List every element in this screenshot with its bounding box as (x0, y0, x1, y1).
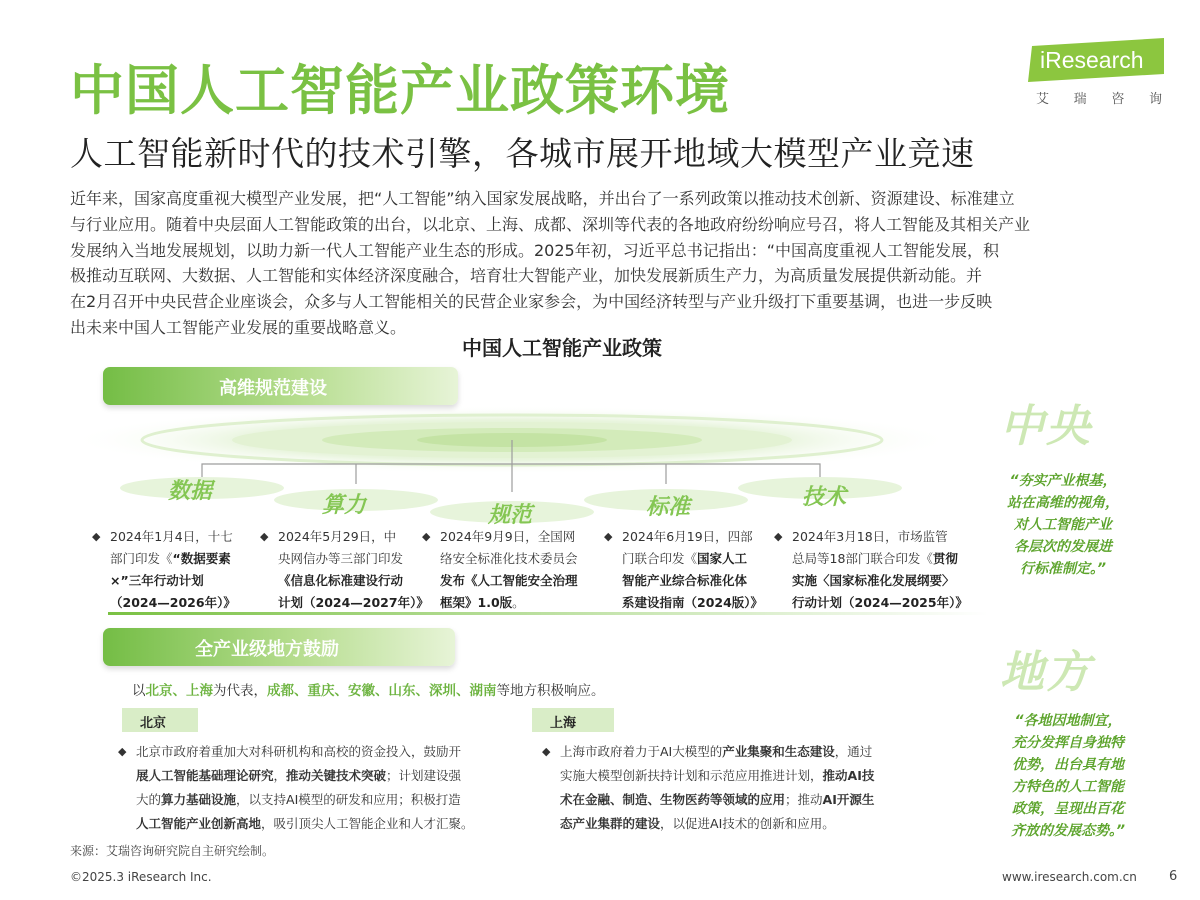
quote-line: 政策，呈现出百花 (1012, 801, 1124, 817)
text-line (110, 548, 262, 570)
city-tag-label: 上海 (550, 716, 577, 731)
bold-text: （2024—2026年）》 (110, 595, 236, 610)
iresearch-logo (1028, 38, 1168, 106)
text: ， (273, 768, 287, 783)
text-line (622, 592, 778, 614)
policy-text (622, 526, 778, 614)
policy-item-compute (260, 526, 431, 614)
regions-line (132, 679, 605, 699)
intro-line: 近年来，国家高度重视大模型产业发展，把“人工智能”纳入国家发展战略，并出台了一系列政策以推动技术创新、资源建设、标准建立 (70, 189, 1015, 208)
text-line (110, 592, 262, 614)
intro-line: 在2月召开中央民营企业座谈会，众多与人工智能相关的民营企业家参会，为中国经济转型与产业升级打下重要基调，也进一步反映 (70, 292, 993, 312)
policy-item-data (92, 526, 262, 614)
quote-line: 站在高维的视角， (1007, 495, 1119, 511)
region-name: 成都、重庆、安徽、山东、深圳、湖南 (267, 683, 497, 699)
logo-char: 询 (1148, 92, 1162, 107)
bold-text: 系建设指南（2024版）》 (622, 595, 764, 610)
quote-line: 各层次的发展进 (1014, 539, 1112, 555)
bold-text: 智能产业综合标准化体 (622, 573, 748, 588)
text-line (560, 788, 930, 812)
text-line (278, 570, 428, 592)
logo-char: 瑞 (1073, 92, 1087, 107)
text: 实施大模型创新扶持计划和示范应用推进计划， (560, 768, 823, 783)
central-label: 中央 (1000, 401, 1092, 452)
text-line (622, 526, 778, 548)
text: 2024年1月4日，十七 (110, 529, 233, 544)
text: 门联合印发《 (622, 551, 698, 566)
intro-line: 与行业应用。随着中央层面人工智能政策的出台，以北京、上海、成都、深圳等代表的各地政府纷纷响应号召，将人工智能及其相关产业 (70, 214, 1031, 234)
text-line (792, 548, 988, 570)
bold-text: 行动计划（2024—2025年）》 (792, 595, 968, 610)
central-policy-bar-label: 高维规范建设 (219, 378, 327, 399)
bold-text: 推动AI技 (822, 768, 875, 783)
central-policy-bar (103, 367, 458, 405)
bullet-icon: ◆ (260, 530, 269, 543)
text: ，吸引顶尖人工智能企业和人才汇聚。 (261, 816, 474, 831)
text-line (278, 548, 428, 570)
bold-text: 计划（2024—2027年）》 (278, 595, 429, 610)
intro-paragraph (70, 186, 1142, 341)
local-policy-bar (103, 628, 455, 666)
bold-text: 发布《人工智能安全治理 (440, 573, 578, 588)
text-line (136, 764, 516, 788)
quote-line: 行标准制定。” (1019, 561, 1107, 577)
text: 2024年5月29日，中 (278, 529, 397, 544)
policy-text (792, 526, 988, 614)
quote-line: 充分发挥自身独特 (1012, 735, 1124, 751)
quote-line: 优势，出台具有地 (1012, 757, 1124, 773)
text-line (792, 570, 988, 592)
bold-text: 框架》1.0版 (440, 595, 513, 610)
text: ；计划建设强 (386, 768, 462, 783)
bullet-icon: ◆ (92, 530, 101, 543)
policy-section-title: 中国人工智能产业政策 (462, 336, 662, 360)
bold-text: 人工智能产业创新高地 (136, 816, 262, 831)
text: 北京市政府着重加大对科研机构和高校的资金投入，鼓励开 (136, 744, 462, 759)
text-line (440, 570, 600, 592)
intro-line: 出未来中国人工智能产业发展的重要战略意义。 (70, 317, 407, 337)
page-subtitle: 人工智能新时代的技术引擎，各城市展开地域大模型产业竞速 (70, 134, 975, 173)
logo-char: 咨 (1111, 92, 1125, 107)
timeline-line (108, 612, 988, 616)
bold-text: 算力基础设施 (161, 792, 237, 807)
policy-item-technology (774, 526, 988, 614)
text-line (560, 740, 930, 764)
category-regulation: 规范 (488, 503, 533, 528)
category-technology: 技术 (802, 485, 847, 510)
bold-text: 贯彻 (932, 551, 958, 566)
text: 为代表， (213, 683, 267, 699)
text-line (440, 548, 600, 570)
bold-text: “数据要素 (172, 551, 231, 566)
city-text (136, 740, 516, 836)
bullet-icon: ◆ (774, 530, 783, 543)
text-line (622, 548, 778, 570)
logo-subtext (1036, 88, 1162, 107)
city-tag-beijing (122, 708, 198, 732)
quote-line: 方特色的人工智能 (1012, 779, 1124, 795)
bold-text: 术在金融、制造、生物医药等领域的应用 (560, 792, 786, 807)
category-compute: 算力 (322, 493, 367, 518)
copyright: ©2025.3 iResearch Inc. (70, 870, 212, 884)
text: 2024年9月9日，全国网 (440, 529, 576, 544)
text: 部门印发《 (110, 551, 173, 566)
text-line (136, 740, 516, 764)
local-label: 地方 (1000, 647, 1092, 698)
text: 总局等18部门联合印发《 (792, 551, 933, 566)
quote-line: 对人工智能产业 (1014, 517, 1112, 533)
text: 大的 (136, 792, 162, 807)
text-line (560, 812, 930, 836)
bold-text: 《信息化标准建设行动 (278, 573, 404, 588)
text-line (278, 592, 428, 614)
text: 络安全标准化技术委员会 (440, 551, 578, 566)
bullet-icon: ◆ (422, 530, 431, 543)
city-text (560, 740, 930, 836)
text: 央网信办等三部门印发 (278, 551, 404, 566)
bold-text: 产业集聚和生态建设 (722, 744, 835, 759)
text-line (792, 526, 988, 548)
text-line (136, 812, 516, 836)
region-name: 北京、上海 (145, 683, 213, 699)
text-line (622, 570, 778, 592)
bold-text: 国家人工 (697, 551, 748, 566)
category-data: 数据 (168, 479, 213, 504)
page-title: 中国人工智能产业政策环境 (70, 59, 730, 122)
quote-line: 齐放的发展态势。” (1010, 823, 1126, 839)
bold-text: AI开源生 (822, 792, 875, 807)
city-body-shanghai (542, 740, 930, 836)
city-body-beijing (118, 740, 516, 836)
text: 上海市政府着力于AI大模型的 (560, 744, 723, 759)
text-line (110, 570, 262, 592)
text-line (440, 592, 600, 614)
intro-line: 发展纳入当地发展规划，以助力新一代人工智能产业生态的形成。2025年初，习近平总书记指出：“中国高度重视人工智能发展，积 (70, 240, 1000, 260)
quote-line: “各地因地制宜， (1014, 713, 1122, 729)
text-line (278, 526, 431, 548)
website-link[interactable]: www.iresearch.com.cn (1002, 870, 1137, 884)
city-tag-shanghai (532, 708, 614, 732)
central-quote (988, 470, 1138, 580)
bullet-icon: ◆ (118, 745, 127, 758)
policy-item-standard (604, 526, 778, 614)
bold-text: 展人工智能基础理论研究 (136, 768, 274, 783)
text: ，以促进AI技术的创新和应用。 (660, 816, 835, 831)
text: 等地方积极响应。 (496, 683, 605, 699)
intro-line: 极推动互联网、大数据、人工智能和实体经济深度融合，培育壮大智能产业，加快发展新质生产力，为高质量发展提供新动能。并 (70, 266, 983, 286)
page-number: 6 (1169, 869, 1178, 884)
text: ，以支持AI模型的研发和应用；积极打造 (236, 792, 461, 807)
policy-text (440, 526, 600, 614)
bullet-icon: ◆ (542, 745, 551, 758)
text-line (560, 764, 930, 788)
text: ；推动 (785, 792, 823, 807)
text-line (440, 526, 600, 548)
logo-char: 艾 (1036, 92, 1050, 107)
text: 。 (512, 595, 525, 610)
local-policy-bar-label: 全产业级地方鼓励 (195, 639, 339, 660)
logo-text: iResearch (1040, 47, 1144, 73)
text: 2024年6月19日，四部 (622, 529, 753, 544)
bold-text: 实施〈国家标准化发展纲要〉 (792, 573, 955, 588)
text: 2024年3月18日，市场监管 (792, 529, 948, 544)
category-standard: 标准 (646, 495, 691, 520)
text-line (110, 526, 262, 548)
bold-text: 推动关键技术突破 (286, 768, 387, 783)
text: ，通过 (834, 744, 873, 759)
text-line (792, 592, 988, 614)
source-note: 来源：艾瑞咨询研究院自主研究绘制。 (70, 844, 275, 858)
policy-text (278, 526, 431, 614)
quote-line: “夯实产业根基， (1009, 473, 1117, 489)
text: 以 (132, 683, 146, 699)
bullet-icon: ◆ (604, 530, 613, 543)
bold-text: ×”三年行动计划 (110, 573, 204, 588)
text-line (136, 788, 516, 812)
policy-item-regulation (422, 526, 600, 614)
local-quote (990, 710, 1146, 842)
policy-text (110, 526, 262, 614)
bold-text: 态产业集群的建设 (560, 816, 661, 831)
city-tag-label: 北京 (140, 716, 167, 731)
